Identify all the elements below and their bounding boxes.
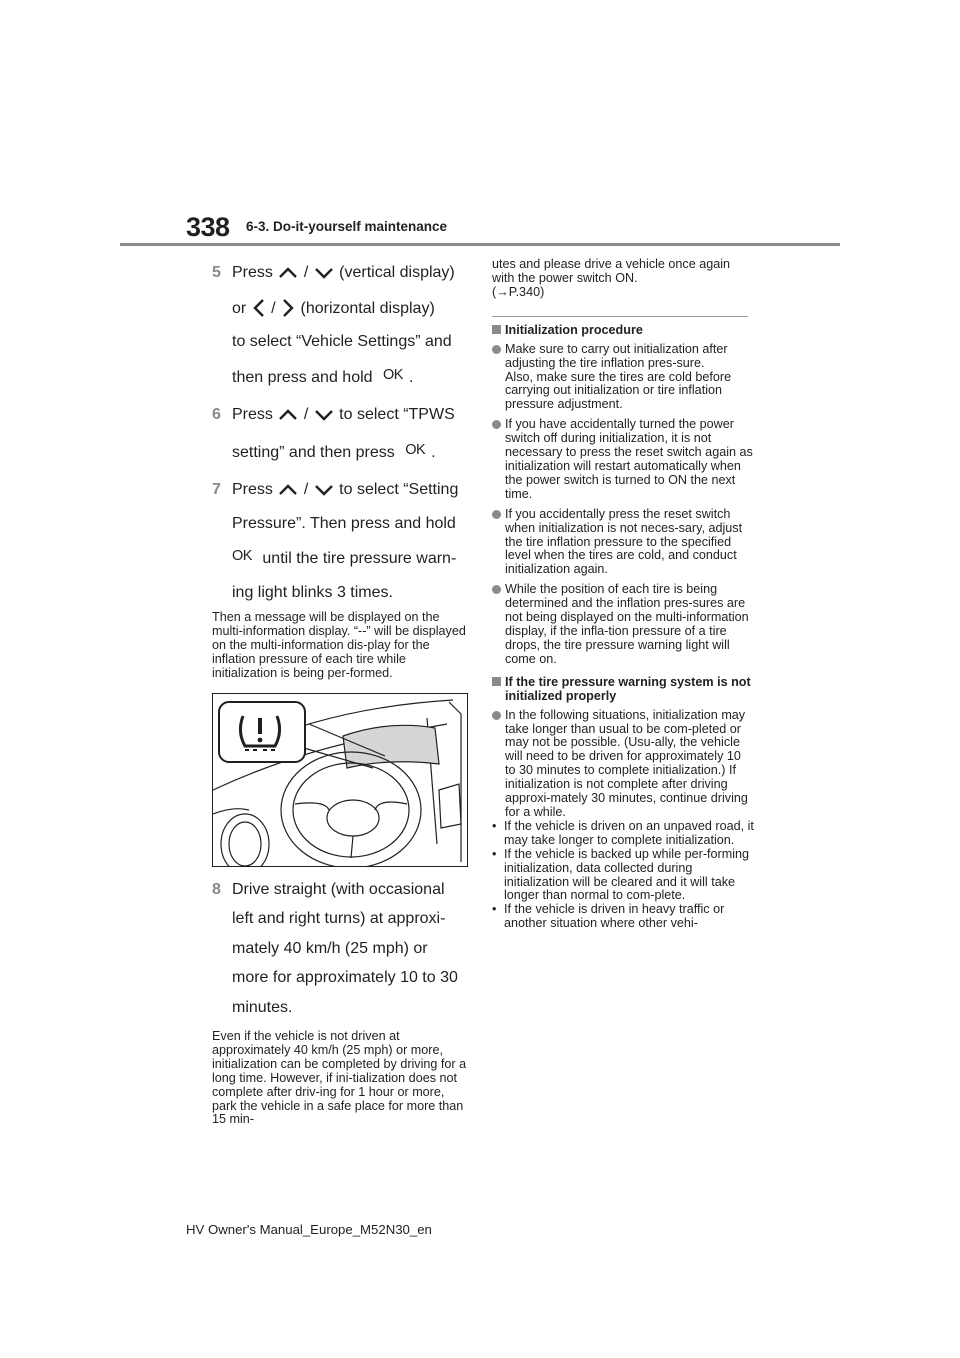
step-text: to select “TPWS bbox=[339, 406, 455, 423]
bullet-text: Make sure to carry out initialization after adjusting the tire inflation pres-sure. Also, make sure the tires are cold before carrying out initialization or tire inflation pressure adjustment. bbox=[505, 341, 732, 412]
sub-list-item bbox=[492, 903, 754, 931]
ok-button-glyph: OK bbox=[383, 366, 403, 383]
square-bullet-icon bbox=[492, 325, 501, 334]
chevron-right-icon bbox=[280, 297, 296, 319]
sub-bullet-mark: • bbox=[492, 846, 497, 861]
list-item bbox=[492, 508, 754, 578]
ok-button-glyph: OK bbox=[405, 441, 426, 458]
chevron-down-icon bbox=[313, 483, 335, 497]
bullet-text: If you have accidentally turned the power switch off during initialization, it is not necessary to press the reset switch again as initialization will restart automatically when the power switch is turned to ON the next time. bbox=[505, 417, 753, 501]
sub-bullet-mark: • bbox=[492, 818, 497, 833]
continuation-text: utes and please drive a vehicle once again with the power switch ON. bbox=[492, 257, 731, 285]
step-text: Drive straight (with occasional left and right turns) at approxi-mately 40 km/h (25 mph) or more for approximately 10 to 30 minutes. bbox=[232, 880, 458, 1016]
header-rule bbox=[120, 243, 840, 246]
list-item bbox=[492, 709, 754, 820]
step-text: (horizontal display) bbox=[300, 299, 435, 317]
bullet-text: While the position of each tire is being determined and the inflation pres-sures are not being displayed on the multi-information display, if the infla-tion pressure of a tire drops, the tire pressure warning light will come on. bbox=[505, 582, 749, 666]
step-text: (vertical display) bbox=[339, 264, 455, 281]
round-bullet-icon bbox=[492, 510, 501, 519]
step-text: Press bbox=[232, 264, 273, 281]
chevron-left-icon bbox=[251, 297, 267, 319]
step-7-note: Then a message will be displayed on the multi-information display. “--” will be displayed on the multi-information dis-play for the inflation pressure of each tire while initialization is being per-formed. bbox=[212, 610, 466, 680]
step-5 bbox=[212, 258, 470, 392]
heading-text: If the tire pressure warning system is not initialized properly bbox=[505, 674, 751, 703]
step-number: 8 bbox=[212, 880, 221, 898]
step-8-note: Even if the vehicle is not driven at approximately 40 km/h (25 mph) or more, initialization can be completed by driving for a long time. However, if ini-tialization does not complete after driv-ing for 1 hour or more, park the vehicle in a safe place for more than 15 min- bbox=[212, 1029, 467, 1127]
round-bullet-icon bbox=[492, 585, 501, 594]
right-column bbox=[492, 258, 754, 931]
step-7 bbox=[212, 475, 470, 607]
step-number: 5 bbox=[212, 264, 221, 281]
step-text: or bbox=[232, 299, 247, 317]
square-bullet-icon bbox=[492, 677, 501, 686]
bullet-text: If you accidentally press the reset switch when initialization is not neces-sary, adjust the tire inflation pressure to the specified level when the tires are cold, and conduct initialization again. bbox=[505, 506, 743, 577]
dashboard-illustration bbox=[212, 693, 468, 867]
sub-bullet-text: If the vehicle is backed up while per-forming initialization, data collected during initialization will be cleared and it will take longer than normal to com-plete. bbox=[504, 846, 750, 903]
initialization-heading bbox=[492, 323, 754, 337]
step-8 bbox=[212, 875, 470, 1023]
chevron-up-icon bbox=[277, 483, 299, 497]
slash: / bbox=[303, 481, 309, 498]
chevron-up-icon bbox=[277, 408, 299, 422]
step-text: ing light blinks 3 times. bbox=[232, 583, 393, 601]
heading-text: Initialization procedure bbox=[505, 322, 643, 337]
left-column bbox=[212, 258, 470, 1139]
sub-bullet-text: If the vehicle is driven on an unpaved road, it may take longer to complete initialization. bbox=[504, 818, 754, 847]
ok-button-glyph: OK bbox=[232, 548, 252, 564]
step-text: setting” and then press bbox=[232, 443, 395, 461]
slash: / bbox=[271, 299, 276, 317]
list-item bbox=[492, 343, 754, 413]
step-text: then press and hold bbox=[232, 368, 373, 386]
slash: / bbox=[303, 264, 309, 281]
step-text: Pressure”. Then press and hold bbox=[232, 514, 456, 532]
step-text: Press bbox=[232, 481, 273, 498]
page-reference-link[interactable]: (→P.340) bbox=[492, 284, 545, 299]
section-title: 6-3. Do-it-yourself maintenance bbox=[246, 219, 448, 234]
round-bullet-icon bbox=[492, 711, 501, 720]
step-6 bbox=[212, 400, 470, 467]
bullet-text: In the following situations, initialization may take longer than usual to be com-pleted or may not be possible. (Usu-ally, the vehicle will need to be driven for approximately 10 to 30 minutes to complete initialization.) If initialization is not complete after driving approxi-mately 30 minutes, continue driving for a while. bbox=[505, 707, 748, 819]
step-number: 6 bbox=[212, 406, 221, 423]
not-initialized-heading bbox=[492, 675, 754, 703]
step-text: to select “Vehicle Settings” and bbox=[232, 333, 452, 350]
chevron-down-icon bbox=[313, 266, 335, 280]
step-text: . bbox=[408, 368, 414, 386]
slash: / bbox=[303, 406, 309, 423]
round-bullet-icon bbox=[492, 420, 501, 429]
sub-list-item bbox=[492, 820, 754, 848]
footer-manual-id: HV Owner's Manual_Europe_M52N30_en bbox=[186, 1222, 432, 1237]
section-divider bbox=[492, 316, 748, 317]
step-text: Press bbox=[232, 406, 273, 423]
round-bullet-icon bbox=[492, 345, 501, 354]
step-number: 7 bbox=[212, 481, 221, 498]
step-text: until the tire pressure warn- bbox=[262, 550, 457, 567]
sub-bullet-text: If the vehicle is driven in heavy traffic or another situation where other vehi- bbox=[504, 902, 725, 931]
page-number: 338 bbox=[186, 212, 230, 242]
list-item bbox=[492, 418, 754, 501]
chevron-up-icon bbox=[277, 266, 299, 280]
list-item bbox=[492, 583, 754, 666]
step-text: to select “Setting bbox=[339, 481, 459, 498]
sub-bullet-mark: • bbox=[492, 902, 497, 917]
step-text: . bbox=[431, 443, 436, 461]
chevron-down-icon bbox=[313, 408, 335, 422]
sub-list-item bbox=[492, 848, 754, 904]
